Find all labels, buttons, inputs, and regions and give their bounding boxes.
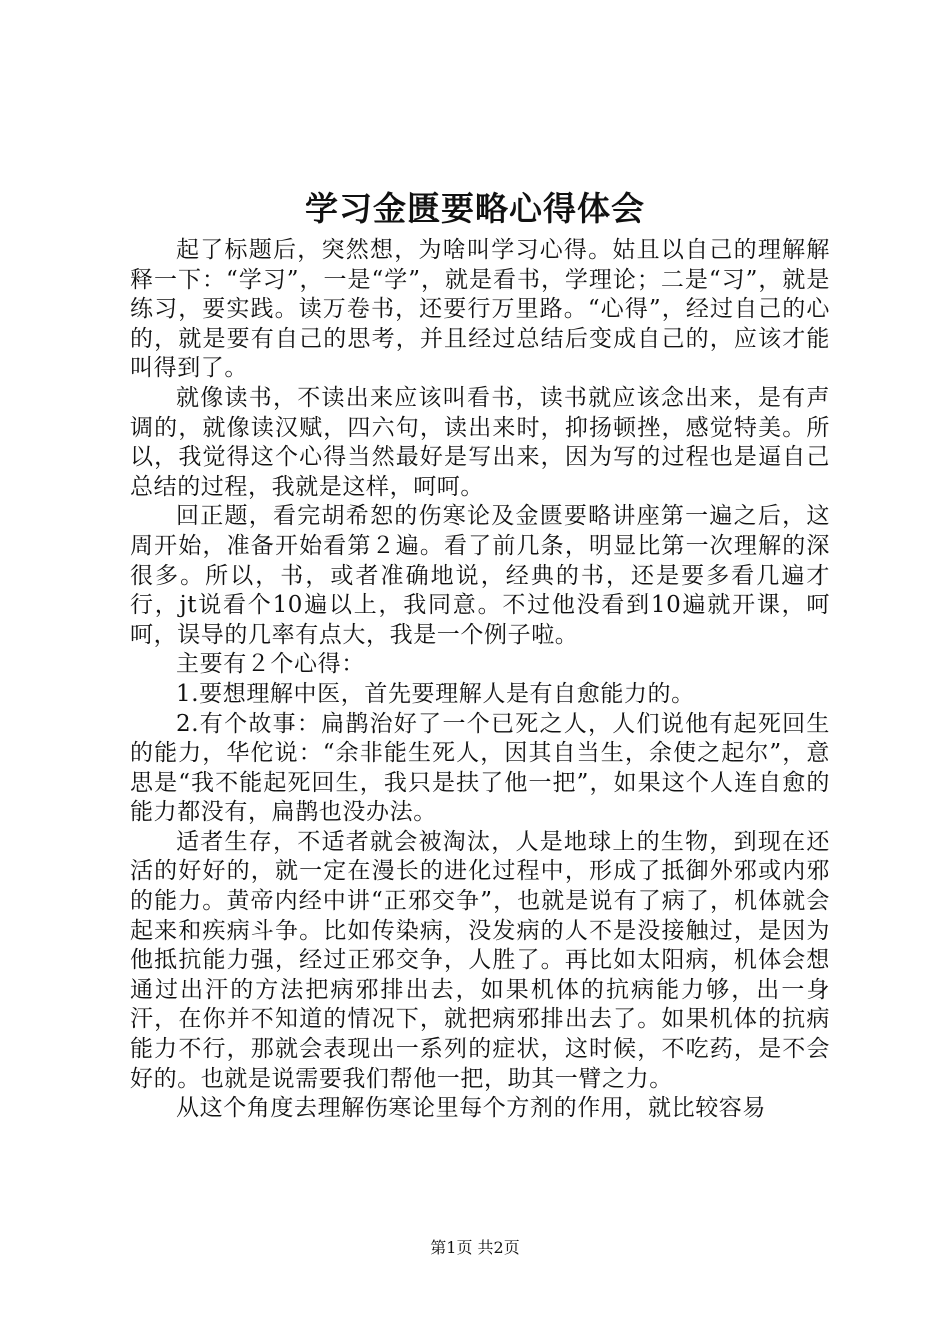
paragraph: 2.有个故事：扁鹊治好了一个已死之人，人们说他有起死回生的能力，华佗说：“余非能生死人，因其自当生，余使之起尔”，意思是“我不能起死回生，我只是扶了他一把”，如果这个人连自愈的能力都没有，扁鹊也没办法。	[130, 710, 830, 826]
paragraph: 主要有２个心得：	[176, 651, 365, 678]
paragraph: 起了标题后，突然想，为啥叫学习心得。姑且以自己的理解解释一下：“学习”，一是“学”，就是看书，学理论；二是“习”，就是练习，要实践。读万卷书，还要行万里路。“心得”，经过自己的心的，就是要有自己的思考，并且经过总结后变成自己的，应该才能叫得到了。	[130, 237, 830, 382]
document-title: 学习金匮要略心得体会	[305, 189, 645, 228]
paragraph: 适者生存，不适者就会被淘汰，人是地球上的生物，到现在还活的好好的，就一定在漫长的进化过程中，形成了抵御外邪或内邪的能力。黄帝内经中讲“正邪交争”，也就是说有了病了，机体就会起来和疾病斗争。比如传染病，没发病的人不是没接触过，是因为他抵抗能力强，经过正邪交争，人胜了。再比如太阳病，机体会想通过出汗的方法把病邪排出去，如果机体的抗病能力够，出一身汗，在你并不知道的情况下，就把病邪排出去了。如果机体的抗病能力不行，那就会表现出一系列的症状，这时候，不吃药，是不会好的。也就是说需要我们帮他一把，助其一臂之力。	[130, 828, 830, 1092]
paragraph: 回正题，看完胡希恕的伤寒论及金匮要略讲座第一遍之后，这周开始，准备开始看第２遍。看了前几条，明显比第一次理解的深很多。所以，书，或者准确地说，经典的书，还是要多看几遍才行，jt说看个10遍以上，我同意。不过他没看到10遍就开课，呵呵，误导的几率有点大，我是一个例子啦。	[130, 503, 830, 648]
paragraph: 1.要想理解中医，首先要理解人是有自愈能力的。	[176, 680, 695, 707]
page-footer: 第1页 共2页	[430, 1238, 520, 1257]
paragraph: 从这个角度去理解伤寒论里每个方剂的作用，就比较容易	[176, 1095, 766, 1122]
document-body	[130, 236, 830, 1124]
paragraph: 就像读书，不读出来应该叫看书，读书就应该念出来，是有声调的，就像读汉赋，四六句，读出来时，抑扬顿挫，感觉特美。所以，我觉得这个心得当然最好是写出来，因为写的过程也是逼自己总结的过程，我就是这样，呵呵。	[130, 384, 830, 500]
